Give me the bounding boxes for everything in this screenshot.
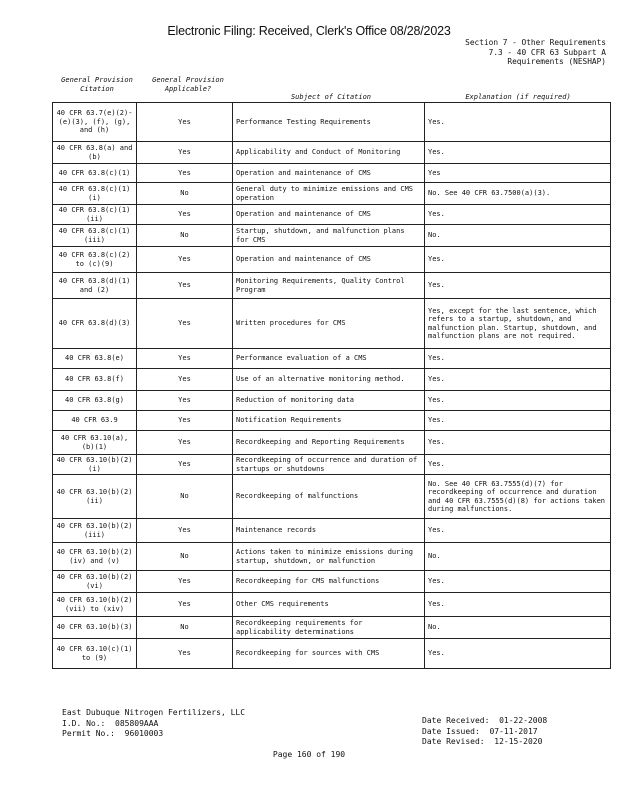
subject-cell: Reduction of monitoring data <box>233 391 425 411</box>
subject-cell: Notification Requirements <box>233 411 425 431</box>
explanation-cell: Yes. <box>425 391 611 411</box>
citation-cell: 40 CFR 63.8(g) <box>53 391 137 411</box>
explanation-cell: Yes, except for the last sentence, which refers to a startup, shutdown, and malfunction plan. Startup, shutdown, and malfunction plans are not required. <box>425 299 611 349</box>
applicable-cell: No <box>137 225 233 247</box>
table-row <box>53 639 611 669</box>
applicable-cell: Yes <box>137 391 233 411</box>
applicable-cell: Yes <box>137 299 233 349</box>
table-row <box>53 391 611 411</box>
table-row <box>53 617 611 639</box>
subject-cell: Recordkeeping and Reporting Requirements <box>233 431 425 455</box>
subject-cell: Recordkeeping for CMS malfunctions <box>233 571 425 593</box>
section-line-1: Section 7 - Other Requirements <box>465 38 606 47</box>
subject-cell: Operation and maintenance of CMS <box>233 164 425 183</box>
citation-cell: 40 CFR 63.8(e) <box>53 349 137 369</box>
table-row <box>53 349 611 369</box>
table-row <box>53 455 611 475</box>
table-row <box>53 247 611 273</box>
subject-cell: Startup, shutdown, and malfunction plans for CMS <box>233 225 425 247</box>
applicable-cell: No <box>137 183 233 205</box>
explanation-cell: Yes. <box>425 142 611 164</box>
applicable-cell: Yes <box>137 411 233 431</box>
citation-cell: 40 CFR 63.10(a), (b)(1) <box>53 431 137 455</box>
company-name: East Dubuque Nitrogen Fertilizers, LLC <box>62 708 246 717</box>
table-row <box>53 475 611 519</box>
subject-cell: Performance evaluation of a CMS <box>233 349 425 369</box>
subject-cell: Recordkeeping of malfunctions <box>233 475 425 519</box>
subject-cell: Actions taken to minimize emissions during startup, shutdown, or malfunction <box>233 543 425 571</box>
page-number: Page 160 of 190 <box>272 750 346 759</box>
explanation-cell: No. <box>425 617 611 639</box>
subject-cell: Recordkeeping requirements for applicability determinations <box>233 617 425 639</box>
applicable-cell: Yes <box>137 369 233 391</box>
explanation-cell: Yes. <box>425 103 611 142</box>
explanation-cell: No. See 40 CFR 63.7555(d)(7) for recordkeeping of occurrence and duration and 40 CFR 63.7555(d)(8) for actions taken during malfunctions. <box>425 475 611 519</box>
header-applicable: General Provision Applicable? <box>152 76 224 93</box>
table-row <box>53 369 611 391</box>
citation-cell: 40 CFR 63.7(e)(2)-(e)(3), (f), (g), and (h) <box>53 103 137 142</box>
date-issued: Date Issued: 07-11-2017 <box>422 726 538 736</box>
applicable-cell: No <box>137 617 233 639</box>
applicable-cell: Yes <box>137 455 233 475</box>
header-explanation: Explanation (if required) <box>465 93 571 101</box>
table-row <box>53 103 611 142</box>
citation-cell: 40 CFR 63.10(b)(2)(vi) <box>53 571 137 593</box>
table-row <box>53 225 611 247</box>
explanation-cell: Yes. <box>425 571 611 593</box>
applicable-cell: Yes <box>137 205 233 225</box>
applicable-cell: Yes <box>137 142 233 164</box>
explanation-cell: Yes. <box>425 639 611 669</box>
subject-cell: Applicability and Conduct of Monitoring <box>233 142 425 164</box>
id-number: I.D. No.: 085809AAA <box>62 718 159 728</box>
subject-cell: Recordkeeping for sources with CMS <box>233 639 425 669</box>
section-heading <box>465 38 606 67</box>
explanation-cell: Yes. <box>425 431 611 455</box>
subject-cell: Use of an alternative monitoring method. <box>233 369 425 391</box>
applicable-cell: Yes <box>137 164 233 183</box>
permit-dates <box>422 716 547 748</box>
table-row <box>53 183 611 205</box>
table-row <box>53 273 611 299</box>
header-citation: General Provision Citation <box>61 76 133 93</box>
subject-cell: Written procedures for CMS <box>233 299 425 349</box>
applicable-cell: Yes <box>137 571 233 593</box>
subject-cell: Other CMS requirements <box>233 593 425 617</box>
explanation-cell: Yes <box>425 164 611 183</box>
citation-cell: 40 CFR 63.9 <box>53 411 137 431</box>
applicable-cell: Yes <box>137 593 233 617</box>
date-received: Date Received: 01-22-2008 <box>422 716 548 725</box>
header-subject: Subject of Citation <box>290 93 372 101</box>
explanation-cell: Yes. <box>425 593 611 617</box>
citation-table-body <box>53 103 611 669</box>
facility-info <box>62 708 245 740</box>
citation-cell: 40 CFR 63.8(d)(1) and (2) <box>53 273 137 299</box>
subject-cell: Operation and maintenance of CMS <box>233 205 425 225</box>
table-row <box>53 543 611 571</box>
applicable-cell: Yes <box>137 431 233 455</box>
citation-cell: 40 CFR 63.10(b)(2)(iv) and (v) <box>53 543 137 571</box>
subject-cell: General duty to minimize emissions and CMS operation <box>233 183 425 205</box>
table-row <box>53 593 611 617</box>
citation-cell: 40 CFR 63.8(c)(1)(ii) <box>53 205 137 225</box>
citation-cell: 40 CFR 63.10(b)(2)(iii) <box>53 519 137 543</box>
explanation-cell: Yes. <box>425 349 611 369</box>
citation-cell: 40 CFR 63.8(c)(1)(i) <box>53 183 137 205</box>
table-row <box>53 519 611 543</box>
subject-cell: Operation and maintenance of CMS <box>233 247 425 273</box>
table-row <box>53 142 611 164</box>
table-row <box>53 299 611 349</box>
applicable-cell: Yes <box>137 247 233 273</box>
table-row <box>53 411 611 431</box>
citation-table <box>52 102 611 669</box>
citation-cell: 40 CFR 63.10(b)(2)(vii) to (xiv) <box>53 593 137 617</box>
applicable-cell: Yes <box>137 103 233 142</box>
citation-cell: 40 CFR 63.8(a) and (b) <box>53 142 137 164</box>
citation-cell: 40 CFR 63.10(b)(3) <box>53 617 137 639</box>
explanation-cell: Yes. <box>425 455 611 475</box>
citation-cell: 40 CFR 63.8(c)(1) <box>53 164 137 183</box>
applicable-cell: No <box>137 475 233 519</box>
section-line-2: 7.3 - 40 CFR 63 Subpart A <box>488 47 606 57</box>
section-line-3: Requirements (NESHAP) <box>507 57 606 66</box>
explanation-cell: No. See 40 CFR 63.7500(a)(3). <box>425 183 611 205</box>
citation-cell: 40 CFR 63.10(b)(2)(i) <box>53 455 137 475</box>
explanation-cell: Yes. <box>425 205 611 225</box>
applicable-cell: Yes <box>137 349 233 369</box>
subject-cell: Monitoring Requirements, Quality Control Program <box>233 273 425 299</box>
citation-cell: 40 CFR 63.8(c)(1)(iii) <box>53 225 137 247</box>
explanation-cell: No. <box>425 543 611 571</box>
citation-cell: 40 CFR 63.8(f) <box>53 369 137 391</box>
citation-cell: 40 CFR 63.8(c)(2) to (c)(9) <box>53 247 137 273</box>
table-row <box>53 571 611 593</box>
applicable-cell: Yes <box>137 519 233 543</box>
subject-cell: Maintenance records <box>233 519 425 543</box>
applicable-cell: Yes <box>137 639 233 669</box>
subject-cell: Recordkeeping of occurrence and duration of startups or shutdowns <box>233 455 425 475</box>
explanation-cell: No. <box>425 225 611 247</box>
filing-banner: Electronic Filing: Received, Clerk's Office 08/28/2023 <box>167 24 451 38</box>
citation-cell: 40 CFR 63.10(c)(1) to (9) <box>53 639 137 669</box>
permit-number: Permit No.: 96010003 <box>62 729 164 738</box>
applicable-cell: No <box>137 543 233 571</box>
citation-cell: 40 CFR 63.8(d)(3) <box>53 299 137 349</box>
explanation-cell: Yes. <box>425 273 611 299</box>
subject-cell: Performance Testing Requirements <box>233 103 425 142</box>
explanation-cell: Yes. <box>425 519 611 543</box>
applicable-cell: Yes <box>137 273 233 299</box>
table-row <box>53 431 611 455</box>
explanation-cell: Yes. <box>425 369 611 391</box>
table-row <box>53 205 611 225</box>
explanation-cell: Yes. <box>425 411 611 431</box>
explanation-cell: Yes. <box>425 247 611 273</box>
citation-cell: 40 CFR 63.10(b)(2)(ii) <box>53 475 137 519</box>
date-revised: Date Revised: 12-15-2020 <box>422 737 543 746</box>
table-row <box>53 164 611 183</box>
